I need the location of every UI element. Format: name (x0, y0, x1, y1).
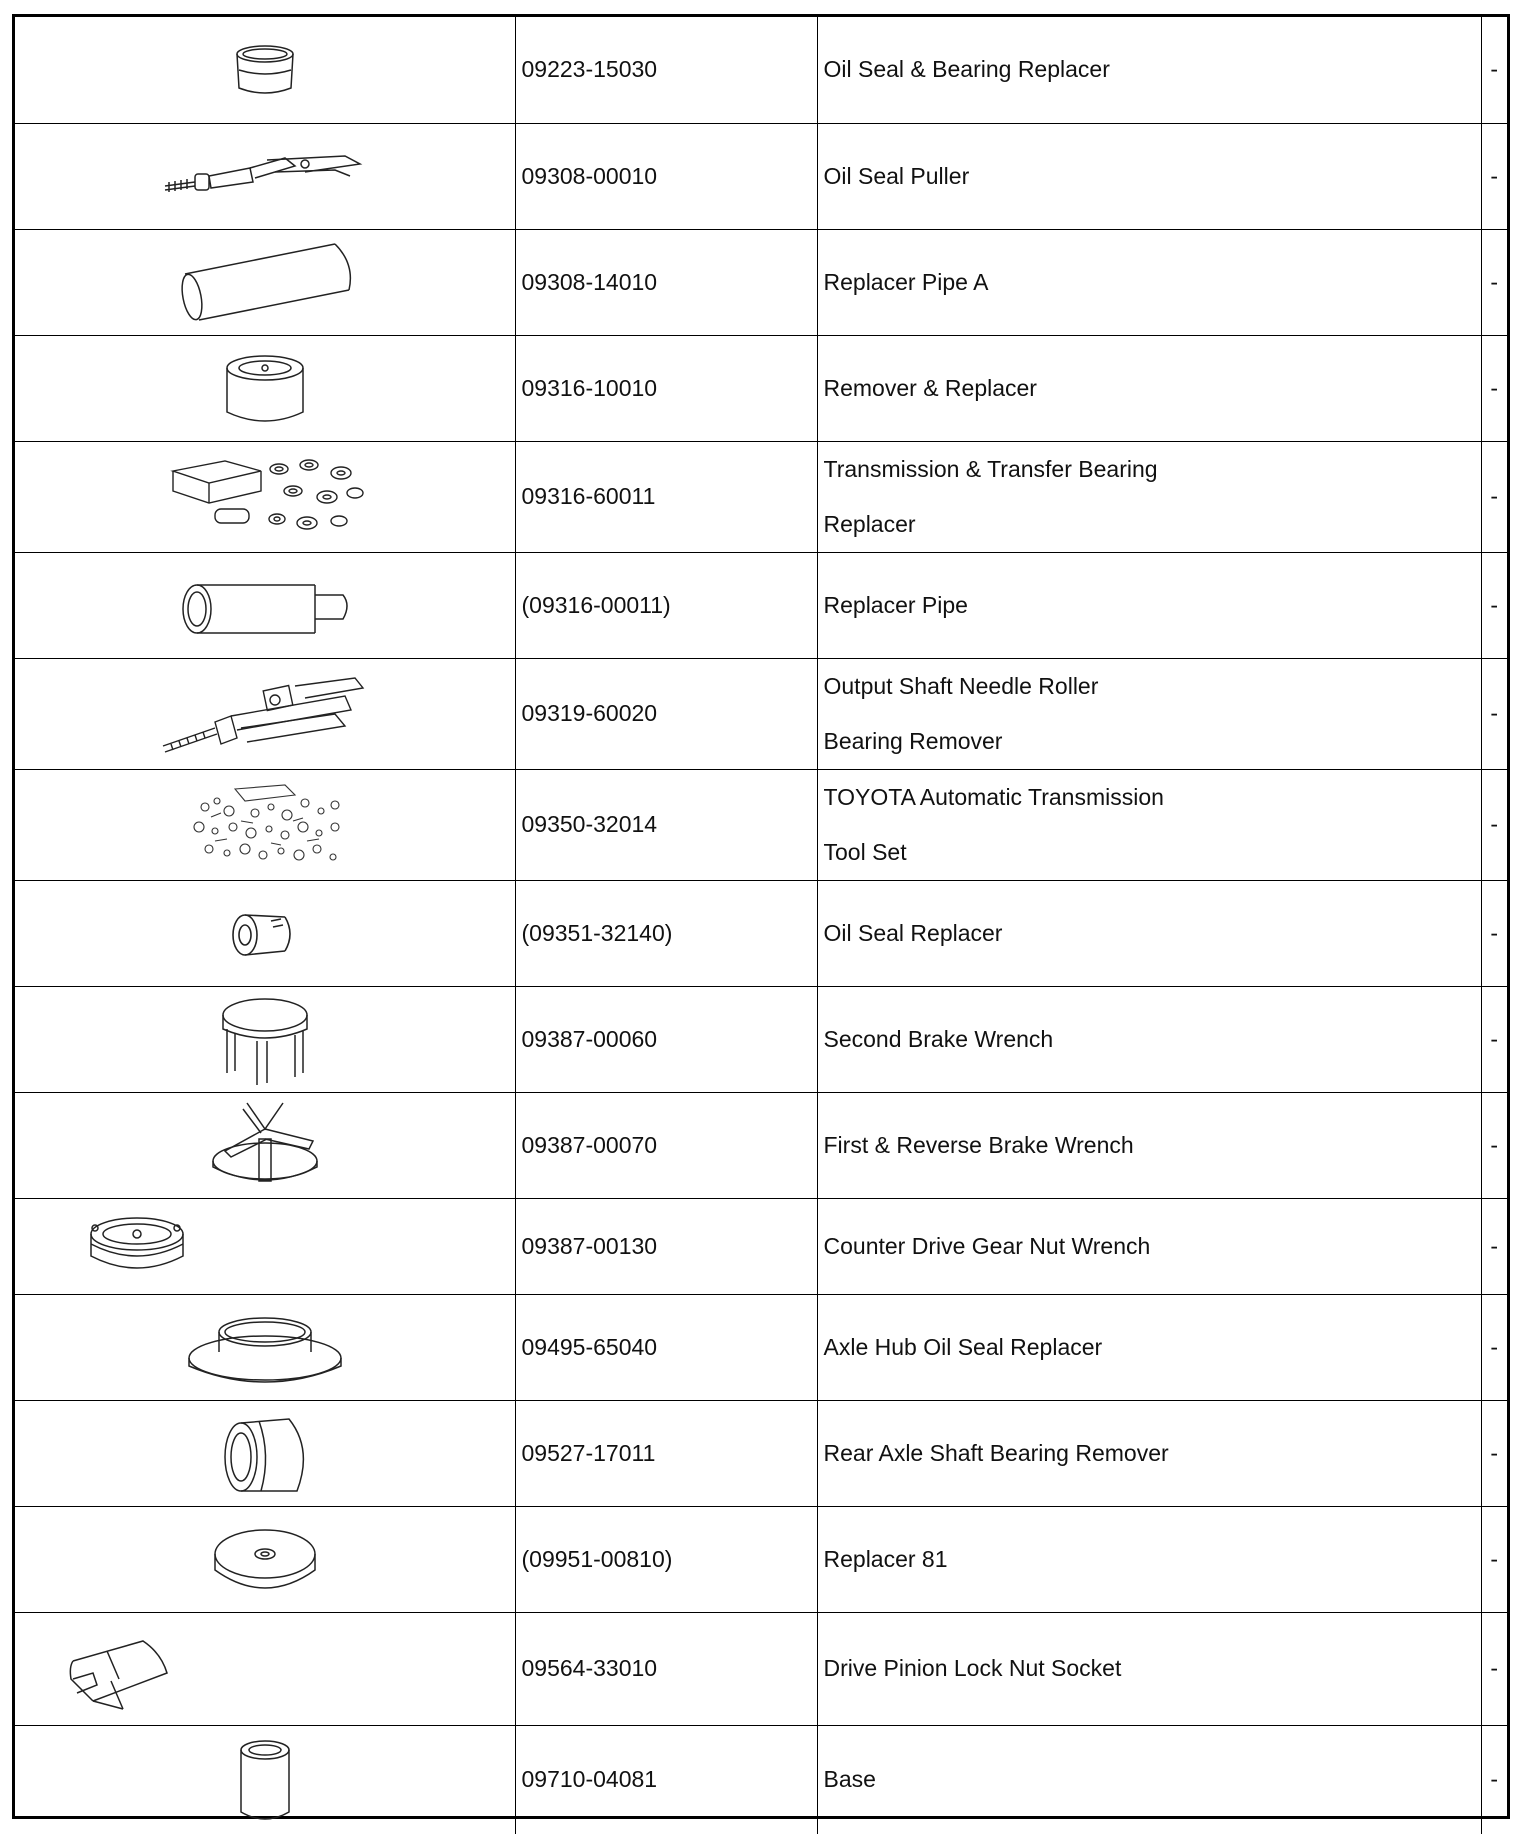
tool-name: Oil Seal Puller (817, 123, 1481, 229)
part-number: 09308-00010 (515, 123, 817, 229)
part-number: (09351-32140) (515, 880, 817, 986)
part-number: 09316-60011 (515, 441, 817, 552)
table-row (15, 1092, 1507, 1198)
note-cell: - (1481, 769, 1507, 880)
tool-image-cell (15, 1400, 515, 1506)
tool-image-cell (15, 123, 515, 229)
tool-name: Rear Axle Shaft Bearing Remover (817, 1400, 1481, 1506)
special-service-tools-table (15, 17, 1507, 1834)
oil-seal-puller-icon (155, 136, 375, 216)
note-cell: - (1481, 552, 1507, 658)
replacer-81-icon (175, 1514, 355, 1604)
note-cell: - (1481, 880, 1507, 986)
replacer-pipe-a-icon (165, 234, 365, 330)
tool-image-cell (15, 1092, 515, 1198)
table-row (15, 123, 1507, 229)
tool-image-cell (15, 880, 515, 986)
remover-replacer-icon (185, 340, 345, 436)
part-number: 09387-00070 (515, 1092, 817, 1198)
table-row (15, 986, 1507, 1092)
table-row (15, 335, 1507, 441)
table-row (15, 17, 1507, 123)
part-number: 09564-33010 (515, 1612, 817, 1725)
base-icon (205, 1732, 325, 1828)
part-number: 09350-32014 (515, 769, 817, 880)
part-number: 09495-65040 (515, 1294, 817, 1400)
tool-image-cell (15, 1294, 515, 1400)
tool-image-cell (15, 1725, 515, 1834)
note-cell: - (1481, 1612, 1507, 1725)
tool-image-cell (15, 335, 515, 441)
tool-set-icon (175, 777, 355, 873)
oil-seal-bearing-replacer-icon (185, 30, 345, 110)
tool-name: Replacer Pipe A (817, 229, 1481, 335)
part-number: 09223-15030 (515, 17, 817, 123)
tool-image-cell (15, 986, 515, 1092)
tool-image-cell (15, 658, 515, 769)
tool-name: Second Brake Wrench (817, 986, 1481, 1092)
tool-image-cell (15, 769, 515, 880)
note-cell: - (1481, 1506, 1507, 1612)
counter-drive-gear-nut-wrench-icon (77, 1206, 197, 1286)
tool-name: Replacer 81 (817, 1506, 1481, 1612)
tool-name: Transmission & Transfer Bearing Replacer (817, 441, 1481, 552)
part-number: (09951-00810) (515, 1506, 817, 1612)
tool-name: TOYOTA Automatic Transmission Tool Set (817, 769, 1481, 880)
note-cell: - (1481, 1400, 1507, 1506)
note-cell: - (1481, 229, 1507, 335)
tool-name: Drive Pinion Lock Nut Socket (817, 1612, 1481, 1725)
part-number: 09387-00060 (515, 986, 817, 1092)
table-row (15, 1294, 1507, 1400)
part-number: 09387-00130 (515, 1198, 817, 1294)
table-row (15, 1400, 1507, 1506)
oil-seal-replacer-icon (185, 893, 345, 973)
note-cell: - (1481, 658, 1507, 769)
note-cell: - (1481, 1725, 1507, 1834)
tool-table-frame (12, 14, 1510, 1819)
table-row (15, 441, 1507, 552)
tool-image-cell (15, 1506, 515, 1612)
tool-name: Axle Hub Oil Seal Replacer (817, 1294, 1481, 1400)
bearing-replacer-set-icon (165, 449, 365, 545)
tool-name: Base (817, 1725, 1481, 1834)
table-row (15, 658, 1507, 769)
note-cell: - (1481, 1294, 1507, 1400)
table-row (15, 1198, 1507, 1294)
part-number: 09308-14010 (515, 229, 817, 335)
note-cell: - (1481, 1198, 1507, 1294)
tool-name: Counter Drive Gear Nut Wrench (817, 1198, 1481, 1294)
tool-name: Remover & Replacer (817, 335, 1481, 441)
note-cell: - (1481, 986, 1507, 1092)
note-cell: - (1481, 17, 1507, 123)
part-number: 09319-60020 (515, 658, 817, 769)
part-number: 09710-04081 (515, 1725, 817, 1834)
rear-axle-bearing-remover-icon (185, 1405, 345, 1501)
note-cell: - (1481, 123, 1507, 229)
table-row (15, 1725, 1507, 1834)
tool-name: Output Shaft Needle Roller Bearing Remover (817, 658, 1481, 769)
tool-name: Oil Seal Replacer (817, 880, 1481, 986)
axle-hub-oil-seal-replacer-icon (175, 1302, 355, 1392)
note-cell: - (1481, 335, 1507, 441)
second-brake-wrench-icon (185, 989, 345, 1089)
note-cell: - (1481, 1092, 1507, 1198)
part-number: 09527-17011 (515, 1400, 817, 1506)
note-cell: - (1481, 441, 1507, 552)
tool-image-cell (15, 1198, 515, 1294)
tool-name: Replacer Pipe (817, 552, 1481, 658)
part-number: (09316-00011) (515, 552, 817, 658)
tool-image-cell (15, 1612, 515, 1725)
table-row (15, 769, 1507, 880)
drive-pinion-lock-nut-socket-icon (63, 1621, 193, 1717)
table-row (15, 552, 1507, 658)
replacer-pipe-icon (165, 565, 365, 645)
first-reverse-brake-wrench-icon (185, 1095, 345, 1195)
tool-name: Oil Seal & Bearing Replacer (817, 17, 1481, 123)
needle-roller-bearing-remover-icon (155, 666, 375, 762)
tool-image-cell (15, 229, 515, 335)
tool-name: First & Reverse Brake Wrench (817, 1092, 1481, 1198)
tool-image-cell (15, 441, 515, 552)
part-number: 09316-10010 (515, 335, 817, 441)
table-row (15, 1506, 1507, 1612)
tool-image-cell (15, 17, 515, 123)
table-row (15, 229, 1507, 335)
tool-image-cell (15, 552, 515, 658)
table-row (15, 1612, 1507, 1725)
table-row (15, 880, 1507, 986)
